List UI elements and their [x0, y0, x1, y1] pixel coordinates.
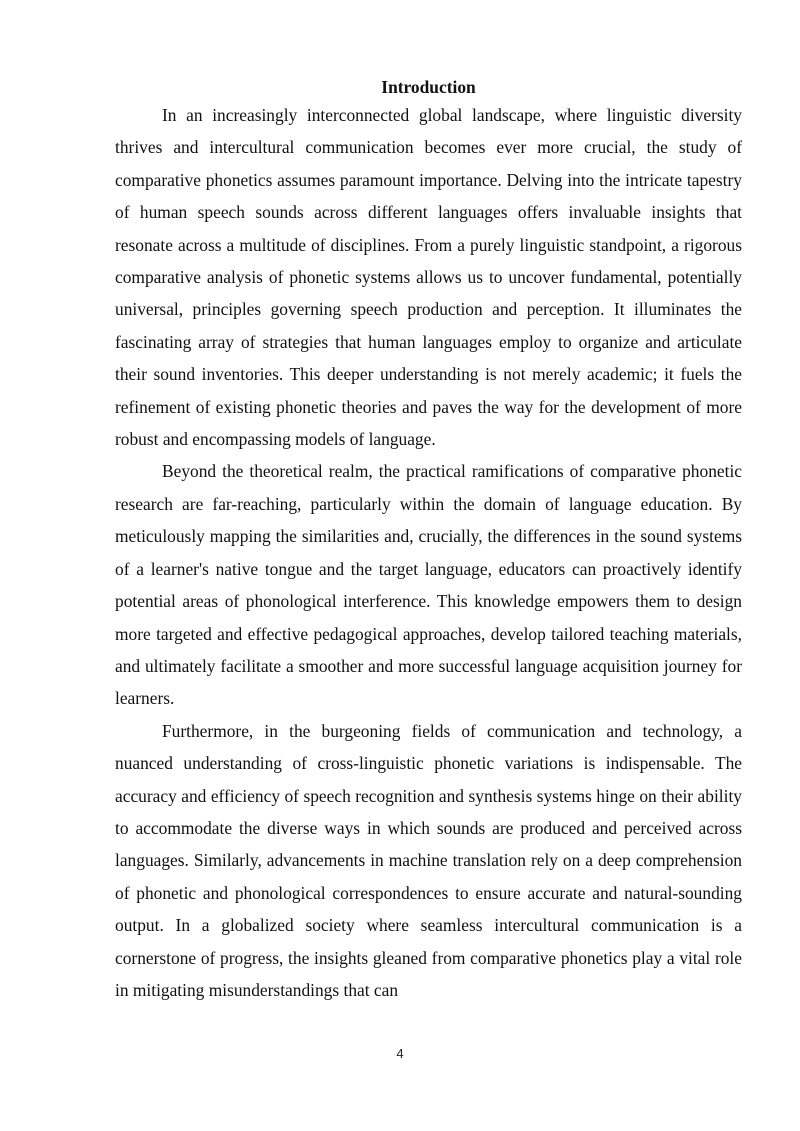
page-body — [115, 76, 742, 1006]
section-heading: Introduction — [381, 77, 476, 97]
paragraph-2: Beyond the theoretical realm, the practical ramifications of comparative phonetic research are far-reaching, particularly within the domain of language education. By meticulously mapping the similarities and, crucially, the differences in the sound systems of a learner's native tongue and the target language, educators can proactively identify potential areas of phonological interference. This knowledge empowers them to design more targeted and effective pedagogical approaches, develop tailored teaching materials, and ultimately facilitate a smoother and more successful language acquisition journey for learners. — [115, 461, 742, 709]
paragraph-1: In an increasingly interconnected global landscape, where linguistic diversity thrives and intercultural communication becomes ever more crucial, the study of comparative phonetics assumes paramount importance. Delving into the intricate tapestry of human speech sounds across different languages offers invaluable insights that resonate across a multitude of disciplines. From a purely linguistic standpoint, a rigorous comparative analysis of phonetic systems allows us to uncover fundamental, potentially universal, principles governing speech production and perception. It illuminates the fascinating array of strategies that human languages employ to organize and articulate their sound inventories. This deeper understanding is not merely academic; it fuels the refinement of existing phonetic theories and paves the way for the development of more robust and encompassing models of language. — [115, 105, 742, 450]
paragraph-3: Furthermore, in the burgeoning fields of communication and technology, a nuanced understanding of cross-linguistic phonetic variations is indispensable. The accuracy and efficiency of speech recognition and synthesis systems hinge on their ability to accommodate the diverse ways in which sounds are produced and perceived across languages. Similarly, advancements in machine translation rely on a deep comprehension of phonetic and phonological correspondences to ensure accurate and natural-sounding output. In a globalized society where seamless intercultural communication is a cornerstone of progress, the insights gleaned from comparative phonetics play a vital role in mitigating misunderstandings that can — [115, 720, 742, 1000]
page-number: 4 — [396, 1046, 404, 1061]
